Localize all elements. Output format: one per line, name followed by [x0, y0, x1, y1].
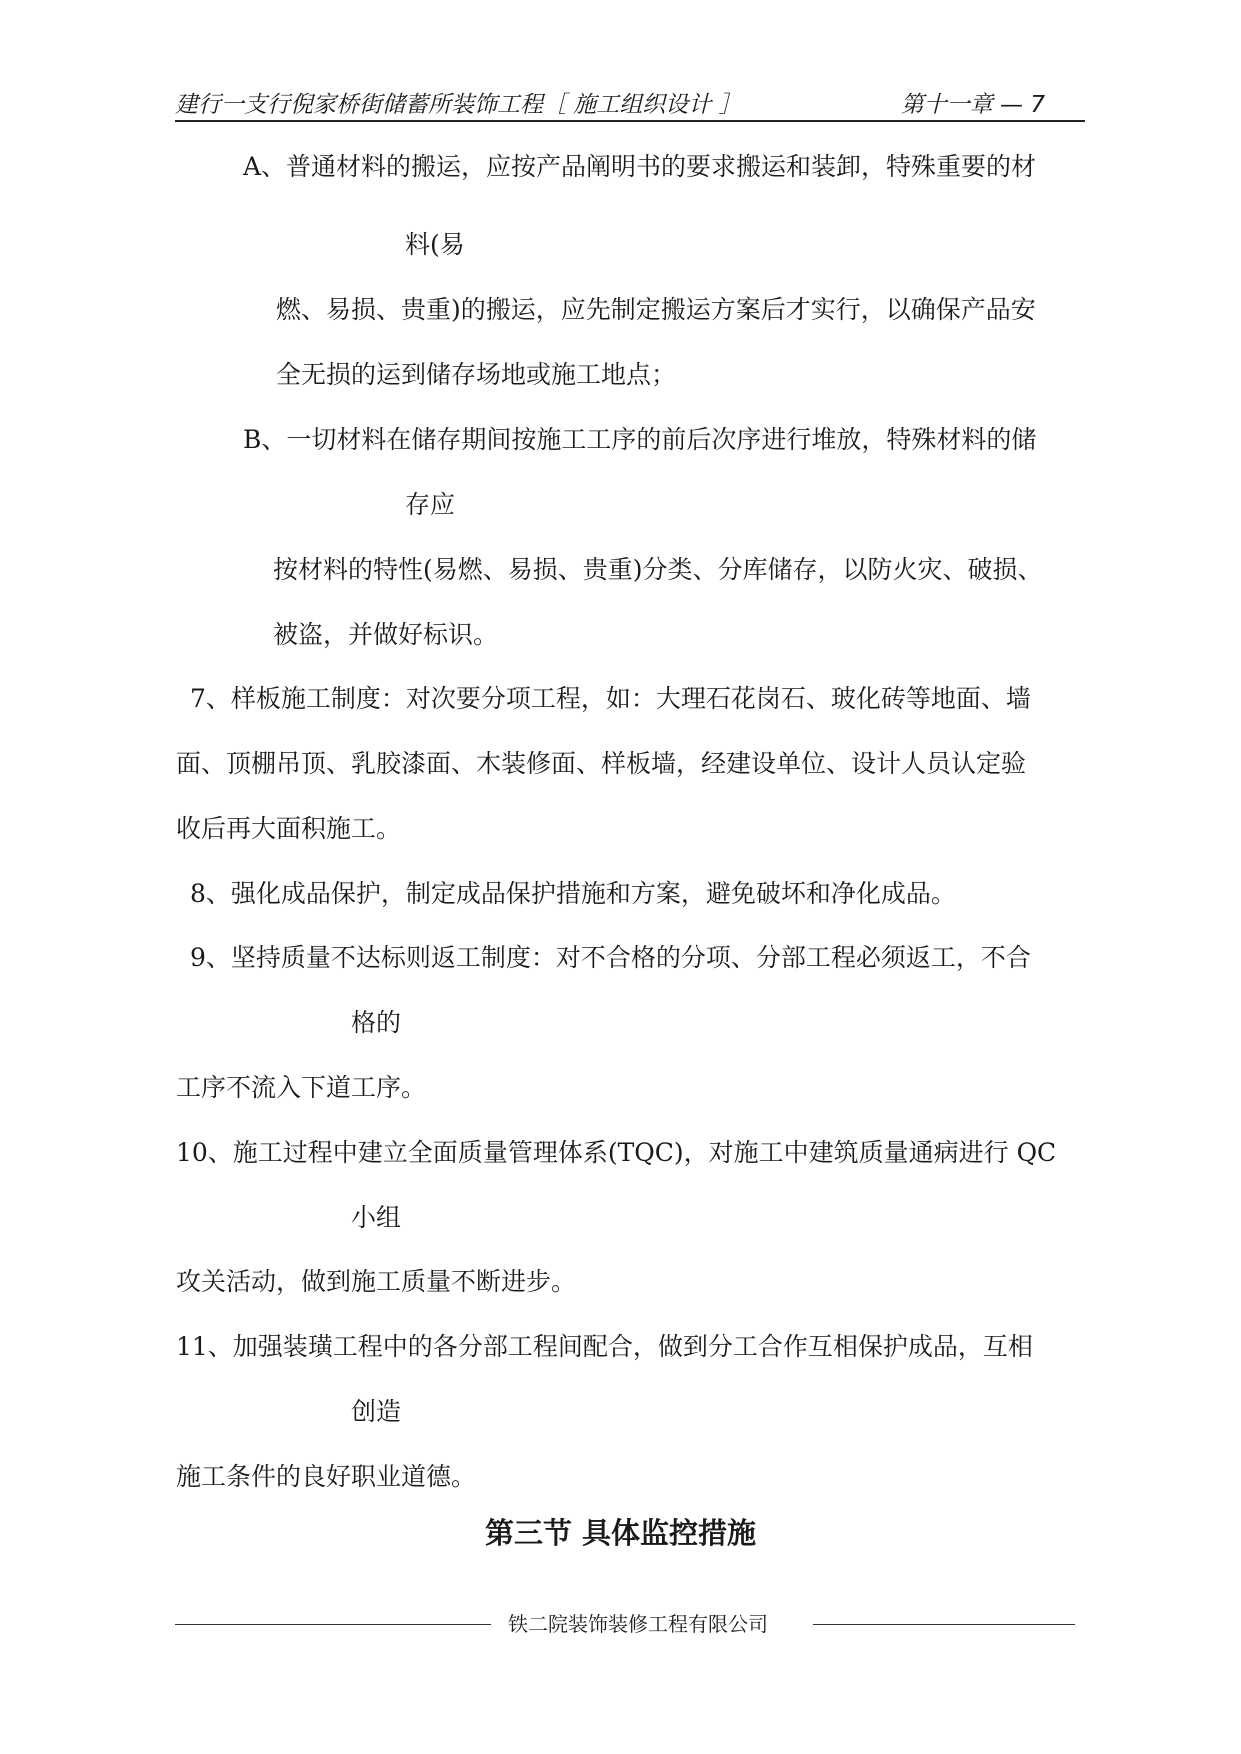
text-line: 存应 [405, 490, 456, 519]
footer-rule-left [175, 1624, 491, 1625]
text-line: 施工条件的良好职业道德。 [176, 1462, 477, 1491]
text-line: 10、施工过程中建立全面质量管理体系(TQC)，对施工中建筑质量通病进行 QC [176, 1138, 1057, 1167]
text-line: 9、坚持质量不达标则返工制度：对不合格的分项、分部工程必须返工，不合 [190, 943, 1031, 972]
header-chapter: 第十一章 — 7 [900, 92, 1045, 118]
text-line: 按材料的特性(易燃、易损、贵重)分类、分库储存，以防火灾、破损、 [273, 555, 1043, 584]
text-line: B、一切材料在储存期间按施工工序的前后次序进行堆放，特殊材料的储 [243, 425, 1037, 454]
page-header [175, 86, 1085, 122]
text-line: 料(易 [405, 230, 465, 259]
text-line: A、普通材料的搬运，应按产品阐明书的要求搬运和装卸，特殊重要的材 [243, 152, 1037, 181]
text-line: 创造 [351, 1397, 402, 1426]
text-line: 攻关活动，做到施工质量不断进步。 [176, 1267, 577, 1296]
footer-company: 铁二院装饰装修工程有限公司 [508, 1612, 768, 1636]
text-line: 8、强化成品保护，制定成品保护措施和方案，避免破坏和净化成品。 [190, 879, 956, 908]
text-line: 全无损的运到储存场地或施工地点； [276, 360, 677, 389]
text-line: 燃、易损、贵重)的搬运，应先制定搬运方案后才实行，以确保产品安 [276, 295, 1036, 324]
text-line: 格的 [351, 1008, 402, 1037]
text-line: 小组 [351, 1203, 402, 1232]
page-footer [175, 1610, 1075, 1638]
footer-rule-right [813, 1624, 1075, 1625]
text-line: 11、加强装璜工程中的各分部工程间配合，做到分工合作互相保护成品，互相 [176, 1332, 1033, 1361]
text-line: 7、样板施工制度：对次要分项工程，如：大理石花岗石、玻化砖等地面、墙 [190, 684, 1031, 713]
text-line: 工序不流入下道工序。 [176, 1073, 427, 1102]
text-line: 面、顶棚吊顶、乳胶漆面、木装修面、样板墙，经建设单位、设计人员认定验 [176, 749, 1027, 778]
text-line: 收后再大面积施工。 [176, 814, 402, 843]
section-heading: 第三节 具体监控措施 [484, 1516, 757, 1550]
header-title: 建行一支行倪家桥街储蓄所装饰工程［ 施工组织设计 ］ [175, 92, 742, 118]
text-line: 被盗，并做好标识。 [273, 620, 499, 649]
